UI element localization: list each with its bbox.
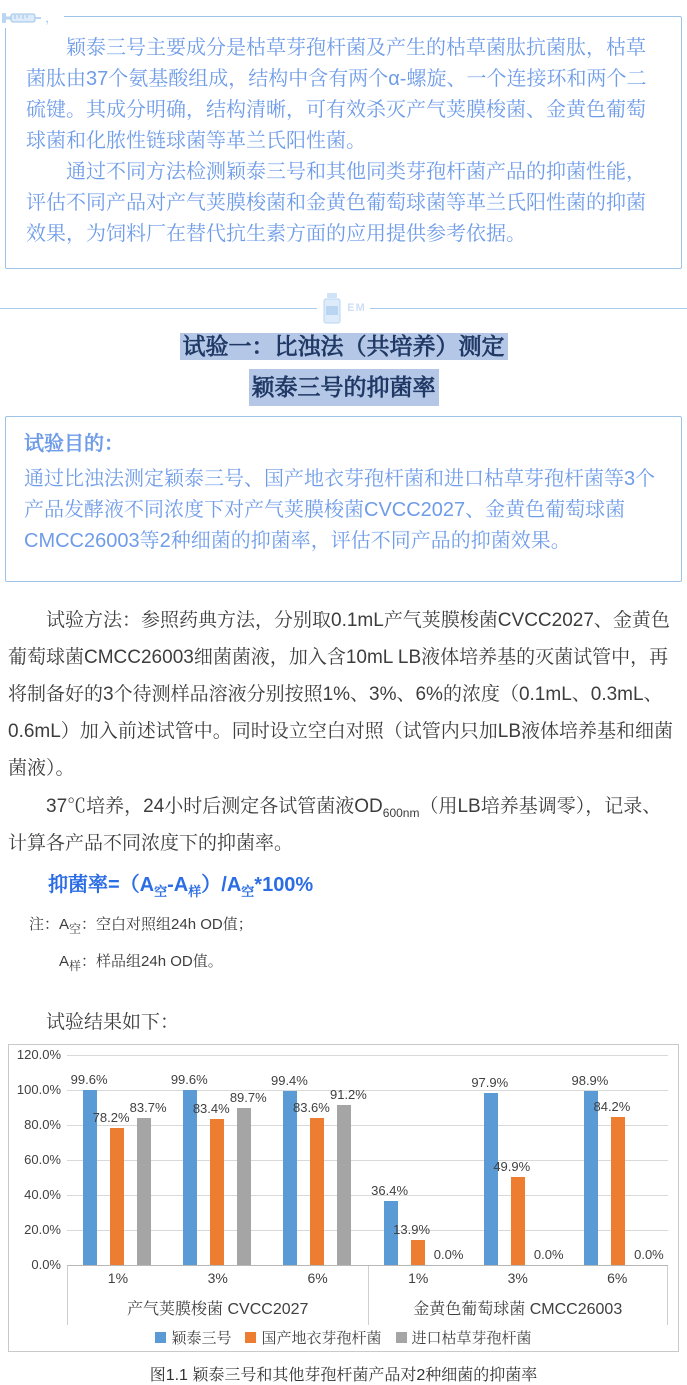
y-tick-label: 120.0% (16, 1046, 61, 1062)
y-tick-label: 0.0% (31, 1256, 61, 1272)
note-line-2: $A_样$：样品组24h OD值。 (59, 953, 223, 974)
corner-comma: ， (45, 10, 59, 25)
bar-国产地衣芽孢杆菌 (110, 1128, 124, 1265)
legend-label: 国产地衣芽孢杆菌 (261, 1329, 382, 1347)
inhibition-rate-chart (8, 1044, 679, 1352)
category-cell-3% (468, 1055, 568, 1265)
legend-swatch (155, 1332, 166, 1343)
bar-进口枯草芽孢杆菌 (237, 1108, 251, 1265)
category-cell-6% (267, 1055, 367, 1265)
data-label: 36.4% (371, 1182, 409, 1198)
bar-wrap (270, 1055, 308, 1265)
method-section (8, 602, 679, 861)
bar-wrap (571, 1055, 609, 1265)
bar-wrap (433, 1055, 464, 1265)
purpose-body: 通过比浊法测定颖泰三号、国产地衣芽孢杆菌和进口枯草芽孢杆菌等3个产品发酵液不同浓度下对产气荚膜梭菌CVCC2027、金黄色葡萄球菌CMCC26003等2种细菌的抑菌率，评估不同产品的抑菌效果。 (24, 468, 656, 553)
legend-swatch (245, 1332, 256, 1343)
bar-进口枯草芽孢杆菌 (137, 1118, 151, 1264)
bar-wrap (70, 1055, 108, 1265)
category-cell-1% (67, 1055, 167, 1265)
category-cell-6% (568, 1055, 668, 1265)
divider-line-left (0, 308, 317, 309)
divider-em-label: EM (347, 302, 366, 314)
x-tick-label: 6% (607, 1270, 628, 1287)
data-label: 97.9% (471, 1075, 509, 1091)
y-tick-label: 100.0% (16, 1081, 61, 1097)
section-title-line2: 颖泰三号的抑菌率 (249, 369, 439, 407)
legend-item-颖泰三号 (155, 1327, 231, 1348)
data-label: 99.6% (70, 1072, 108, 1088)
data-label: 0.0% (433, 1246, 464, 1262)
bar-颖泰三号 (584, 1091, 598, 1264)
bar-wrap (92, 1055, 130, 1265)
bar-wrap (533, 1055, 564, 1265)
data-label: 99.4% (270, 1072, 308, 1088)
y-tick-label: 80.0% (24, 1116, 61, 1132)
axis-group (368, 1266, 669, 1325)
purpose-box (5, 416, 682, 582)
method-paragraph-1: 试验方法：参照药典方法，分别取0.1mL产气荚膜梭菌CVCC2027、金黄色葡萄球菌CMCC26003细菌菌液，加入含10mL LB液体培养基的灭菌试管中，再将制备好的3个待测样品溶液分别按照1%、3%、6%的浓度（0.1mL、0.3mL、0.6mL）加入前述试管中。同时设立空白对照（试管内只加LB液体培养基和细菌菌液）。 (8, 610, 674, 780)
data-label: 98.9% (571, 1073, 609, 1089)
y-tick-label: 40.0% (24, 1186, 61, 1202)
intro-paragraph-2: 通过不同方法检测颖泰三号和其他同类芽孢杆菌产品的抑菌性能，评估不同产品对产气荚膜梭菌和金黄色葡萄球菌等革兰氏阳性菌的抑菌效果，为饲料厂在替代抗生素方面的应用提供参考依据。 (26, 161, 646, 245)
note-line-1: 注：$A_空$：空白对照组24h OD值； (29, 915, 253, 936)
legend-item-国产地衣芽孢杆菌 (245, 1327, 381, 1348)
data-label: 78.2% (92, 1109, 130, 1125)
bar-国产地衣芽孢杆菌 (210, 1119, 224, 1265)
bar-wrap (229, 1055, 267, 1265)
chart-group (368, 1055, 669, 1265)
chart-group (67, 1055, 368, 1265)
bar-wrap (129, 1055, 167, 1265)
y-tick-label: 20.0% (24, 1221, 61, 1237)
bar-国产地衣芽孢杆菌 (310, 1118, 324, 1264)
chart-bars (67, 1055, 668, 1265)
bar-国产地衣芽孢杆菌 (411, 1240, 425, 1264)
figure-caption: 图1.1 颖泰三号和其他芽孢杆菌产品对2种细菌的抑菌率 (149, 1366, 538, 1384)
chart-legend (9, 1327, 678, 1348)
medicine-bottle-icon (321, 292, 343, 324)
data-label: 0.0% (533, 1246, 564, 1262)
data-label: 83.6% (292, 1100, 330, 1116)
category-cell-1% (368, 1055, 468, 1265)
section-divider (0, 287, 687, 329)
method-paragraph-2: 37℃培养，24小时后测定各试管菌液$OD_{600nm}$（用LB培养基调零），记录、计算各产品不同浓度下的抑菌率。 (8, 795, 662, 854)
purpose-heading: 试验目的： (24, 433, 124, 456)
bar-wrap (634, 1055, 664, 1265)
formula-notes (8, 912, 679, 977)
inhibition-rate-formula: 抑菌率$=(A_空-A_样)/A_空*100\%$ (48, 873, 314, 899)
article-page (0, 10, 687, 1385)
bar-wrap (393, 1055, 431, 1265)
bar-进口枯草芽孢杆菌 (337, 1105, 351, 1265)
data-label: 89.7% (229, 1089, 267, 1105)
x-tick-label: 1% (408, 1270, 429, 1287)
category-cell-3% (167, 1055, 267, 1265)
bar-wrap (593, 1055, 631, 1265)
syringe-icon (2, 11, 42, 25)
bar-wrap (493, 1055, 531, 1265)
legend-label: 颖泰三号 (171, 1329, 232, 1347)
bar-wrap (329, 1055, 367, 1265)
group-label: 产气荚膜梭菌 CVCC2027 (127, 1301, 309, 1319)
section-title-line1: 试验一：比浊法（共培养）测定 (180, 333, 508, 360)
divider-line-right (370, 308, 687, 309)
od-subscript: 600nm (382, 805, 420, 820)
legend-item-进口枯草芽孢杆菌 (396, 1327, 532, 1348)
data-label: 99.6% (170, 1072, 208, 1088)
data-label: 91.2% (329, 1086, 367, 1102)
results-intro: 试验结果如下： (46, 1011, 180, 1033)
x-tick-label: 6% (307, 1270, 328, 1287)
chart-plot-area (67, 1055, 668, 1265)
axis-group (67, 1266, 368, 1325)
bar-颖泰三号 (283, 1091, 297, 1265)
x-tick-label: 1% (107, 1270, 129, 1287)
bar-wrap (170, 1055, 208, 1265)
bar-wrap (292, 1055, 330, 1265)
y-tick-label: 60.0% (24, 1151, 61, 1167)
data-label: 0.0% (634, 1246, 664, 1262)
intro-paragraph-1: 颖泰三号主要成分是枯草芽孢杆菌及产生的枯草菌肽抗菌肽，枯草菌肽由37个氨基酸组成，结构中含有两个α-螺旋、一个连接环和两个二硫键。其成分明确，结构清晰，可有效杀灭产气荚膜梭菌、金黄色葡萄球菌和化脓性链球菌等革兰氏阳性菌。 (26, 37, 647, 152)
x-tick-label: 3% (207, 1270, 228, 1287)
data-label: 83.4% (192, 1100, 230, 1116)
bar-国产地衣芽孢杆菌 (611, 1117, 625, 1264)
bar-wrap (192, 1055, 230, 1265)
bar-国产地衣芽孢杆菌 (511, 1177, 525, 1264)
legend-label: 进口枯草芽孢杆菌 (411, 1329, 532, 1347)
legend-swatch (396, 1332, 407, 1343)
chart-x-axis (67, 1265, 668, 1325)
group-label: 金黄色葡萄球菌 CMCC26003 (413, 1301, 623, 1319)
data-label: 49.9% (493, 1159, 531, 1175)
data-label: 83.7% (129, 1100, 167, 1116)
chart-y-axis (13, 1046, 63, 1272)
section-title (0, 329, 687, 406)
bar-颖泰三号 (183, 1090, 197, 1264)
intro-box (5, 10, 682, 269)
bar-颖泰三号 (484, 1093, 498, 1264)
data-label: 13.9% (393, 1222, 431, 1238)
x-tick-label: 3% (507, 1270, 528, 1287)
data-label: 84.2% (593, 1099, 631, 1115)
corner-decoration (2, 8, 64, 28)
